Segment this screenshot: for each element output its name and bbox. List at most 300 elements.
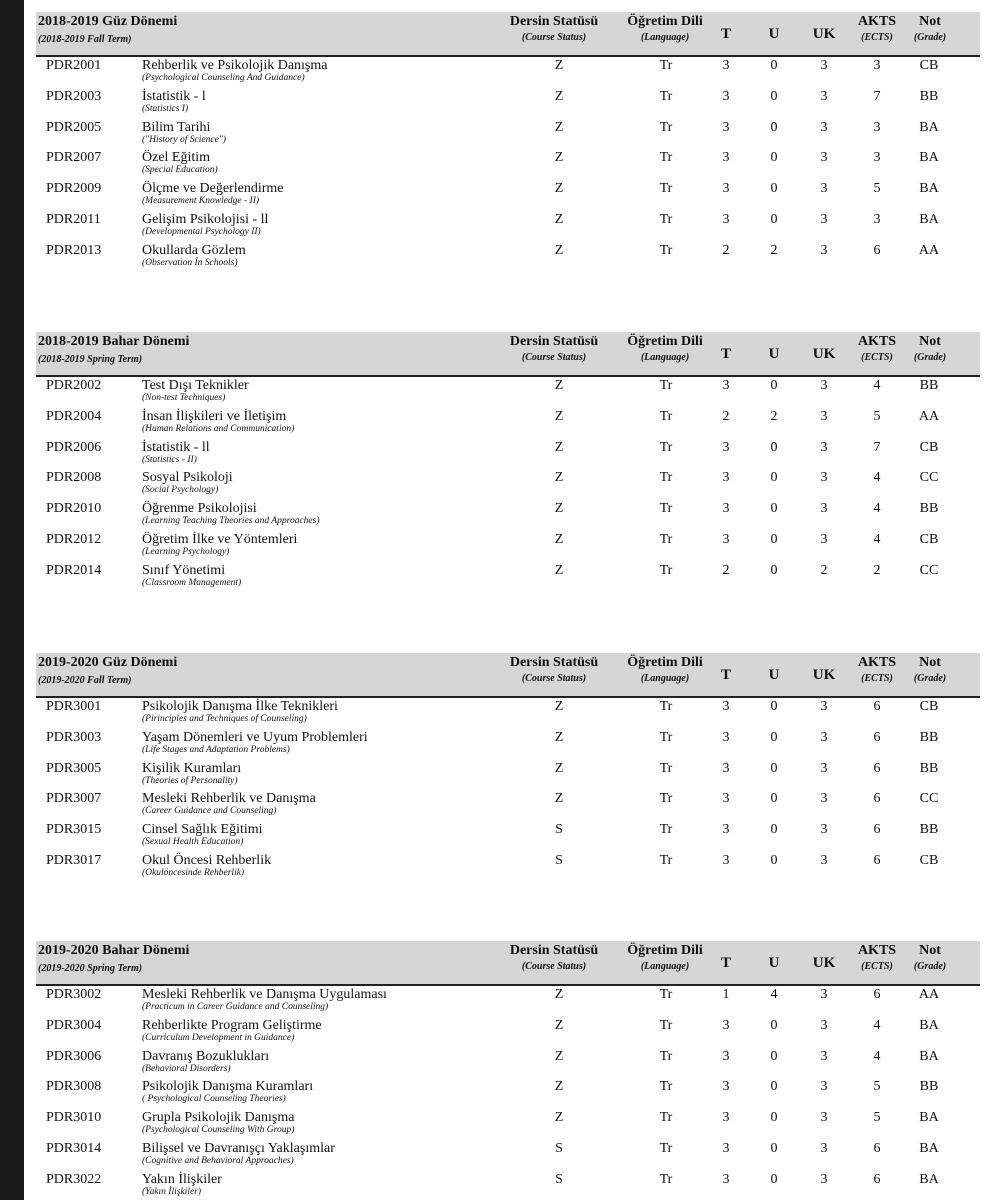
col-header-ects: AKTS (ECTS) xyxy=(857,334,897,363)
course-row xyxy=(36,790,980,821)
course-name xyxy=(142,212,268,237)
course-grade: BA xyxy=(919,181,939,197)
course-credits: 3 xyxy=(820,211,828,227)
course-practice-hours: 0 xyxy=(770,699,778,714)
term-section xyxy=(36,12,980,273)
course-ects: 6 xyxy=(873,699,881,714)
course-name-tr: Gelişim Psikolojisi - ll xyxy=(142,211,269,227)
col-header-t: T xyxy=(720,955,731,971)
course-grade: CC xyxy=(919,470,939,486)
course-grade: CB xyxy=(919,531,939,547)
course-row xyxy=(36,1048,980,1079)
course-practice-hours: 0 xyxy=(770,88,778,104)
course-practice-hours: 2 xyxy=(770,242,778,258)
course-name xyxy=(142,150,218,175)
course-code: PDR3006 xyxy=(46,1048,102,1064)
course-ects: 6 xyxy=(873,822,881,838)
course-code: PDR2011 xyxy=(46,211,101,227)
course-name-tr: Grupla Psikolojik Danışma xyxy=(142,1110,295,1126)
course-name-en: (Statistics I) xyxy=(142,103,189,114)
course-ects: 4 xyxy=(873,1017,881,1033)
course-practice-hours: 0 xyxy=(770,119,778,135)
course-language: Tr xyxy=(659,470,673,486)
course-code: PDR3007 xyxy=(46,791,102,807)
term-header xyxy=(36,332,980,377)
course-status: Z xyxy=(554,1017,564,1033)
course-practice-hours: 0 xyxy=(770,181,778,197)
course-name-tr: Bilişsel ve Davranışçı Yaklaşımlar xyxy=(142,1140,335,1156)
course-credits: 3 xyxy=(820,119,828,135)
course-name-tr: Psikolojik Danışma İlke Teknikleri xyxy=(142,699,338,714)
course-ects: 2 xyxy=(873,562,881,578)
course-grade: BA xyxy=(919,1017,939,1033)
course-name xyxy=(142,563,241,588)
course-name xyxy=(142,89,206,114)
course-practice-hours: 2 xyxy=(770,408,778,424)
course-name-en: (Behavioral Disorders) xyxy=(142,1063,231,1074)
col-header-grade: Not (Grade) xyxy=(913,334,947,363)
course-grade: BB xyxy=(919,378,939,393)
course-name-en: (Sexual Health Education) xyxy=(142,837,244,848)
course-grade: AA xyxy=(918,987,940,1002)
course-credits: 3 xyxy=(820,1110,828,1126)
course-name-tr: Okullarda Gözlem xyxy=(142,242,246,258)
course-grade: BB xyxy=(919,822,939,838)
course-practice-hours: 0 xyxy=(770,1048,778,1064)
course-credits: 3 xyxy=(820,150,828,166)
course-ects: 5 xyxy=(873,181,881,197)
course-grade: CB xyxy=(919,439,939,455)
course-language: Tr xyxy=(659,88,673,104)
course-name-en: (Statistics - II) xyxy=(142,454,197,465)
course-code: PDR3014 xyxy=(46,1140,102,1156)
course-language: Tr xyxy=(659,378,673,393)
course-credits: 3 xyxy=(820,987,828,1002)
course-status: Z xyxy=(554,987,564,1002)
course-language: Tr xyxy=(659,1140,673,1156)
course-practice-hours: 0 xyxy=(770,439,778,455)
course-name-en: (Psychological Counseling And Guidance) xyxy=(142,73,305,83)
course-credits: 3 xyxy=(820,470,828,486)
course-credits: 2 xyxy=(820,562,828,578)
course-theory-hours: 1 xyxy=(722,987,730,1002)
course-practice-hours: 0 xyxy=(770,852,778,868)
course-status: S xyxy=(555,822,563,838)
course-practice-hours: 0 xyxy=(770,760,778,776)
course-language: Tr xyxy=(659,408,673,424)
term-subtitle: (2018-2019 Fall Term) xyxy=(38,34,132,45)
course-name-tr: Rehberlikte Program Geliştirme xyxy=(142,1017,322,1033)
course-row xyxy=(36,1140,980,1171)
course-credits: 3 xyxy=(820,58,828,73)
course-row xyxy=(36,211,980,242)
course-row xyxy=(36,1109,980,1140)
course-language: Tr xyxy=(659,242,673,258)
term-header xyxy=(36,12,980,57)
course-code: PDR2001 xyxy=(46,58,102,73)
course-theory-hours: 3 xyxy=(722,470,730,486)
course-ects: 6 xyxy=(873,791,881,807)
course-row xyxy=(36,439,980,470)
course-theory-hours: 3 xyxy=(722,531,730,547)
col-header-grade: Not (Grade) xyxy=(913,14,947,43)
course-practice-hours: 0 xyxy=(770,470,778,486)
col-header-ects: AKTS (ECTS) xyxy=(857,655,897,684)
course-code: PDR2007 xyxy=(46,150,102,166)
course-ects: 6 xyxy=(873,852,881,868)
course-ects: 6 xyxy=(873,1140,881,1156)
course-theory-hours: 3 xyxy=(722,501,730,517)
col-header-status: Dersin Statüsü (Course Status) xyxy=(509,655,599,684)
course-theory-hours: 3 xyxy=(722,150,730,166)
course-status: Z xyxy=(554,729,564,745)
course-name-tr: Ölçme ve Değerlendirme xyxy=(142,181,284,197)
course-practice-hours: 0 xyxy=(770,501,778,517)
course-name-tr: İstatistik - l xyxy=(142,88,206,104)
course-code: PDR2009 xyxy=(46,181,102,197)
course-code: PDR2002 xyxy=(46,378,102,393)
course-name-en: (Observation İn Schools) xyxy=(142,257,238,268)
course-row xyxy=(36,242,980,273)
course-theory-hours: 3 xyxy=(722,211,730,227)
course-name xyxy=(142,501,320,526)
course-row xyxy=(36,500,980,531)
course-name-tr: Mesleki Rehberlik ve Danışma Uygulaması xyxy=(142,987,387,1002)
course-practice-hours: 0 xyxy=(770,211,778,227)
course-theory-hours: 3 xyxy=(722,760,730,776)
course-grade: CC xyxy=(919,562,939,578)
course-ects: 4 xyxy=(873,501,881,517)
course-credits: 3 xyxy=(820,181,828,197)
course-code: PDR2013 xyxy=(46,242,102,258)
course-grade: BA xyxy=(919,1171,939,1187)
course-name-tr: Yakın İlişkiler xyxy=(142,1171,222,1187)
course-grade: BA xyxy=(919,119,939,135)
course-ects: 5 xyxy=(873,408,881,424)
course-name-en: (Life Stages and Adaptation Problems) xyxy=(142,744,290,755)
course-name-tr: Psikolojik Danışma Kuramları xyxy=(142,1079,314,1095)
course-name-en: (Human Relations and Communication) xyxy=(142,423,295,434)
course-name xyxy=(142,853,271,878)
col-header-language: Öğretim Dili (Language) xyxy=(627,14,703,43)
course-theory-hours: 3 xyxy=(722,88,730,104)
course-ects: 7 xyxy=(873,439,881,455)
course-row xyxy=(36,180,980,211)
course-name-tr: Kişilik Kuramları xyxy=(142,760,242,776)
term-title: 2018-2019 Güz Dönemi xyxy=(38,14,178,29)
course-name-en: (Classroom Management) xyxy=(142,577,242,588)
course-name xyxy=(142,1049,269,1074)
course-name-en: (Theories of Personality) xyxy=(142,775,238,786)
term-section xyxy=(36,653,980,883)
course-name-en: (Cognitive and Behavioral Approaches) xyxy=(142,1155,294,1166)
course-name xyxy=(142,409,294,434)
course-practice-hours: 0 xyxy=(770,1171,778,1187)
term-section xyxy=(36,332,980,593)
course-language: Tr xyxy=(659,439,673,455)
col-header-grade: Not (Grade) xyxy=(913,655,947,684)
course-credits: 3 xyxy=(820,1048,828,1064)
col-header-uk: UK xyxy=(812,955,836,971)
course-status: Z xyxy=(554,501,564,517)
course-status: Z xyxy=(554,150,564,166)
course-name xyxy=(142,1110,294,1135)
course-status: Z xyxy=(554,58,564,73)
course-list xyxy=(36,377,980,593)
col-header-u: U xyxy=(768,667,780,683)
course-name-tr: Sınıf Yönetimi xyxy=(142,562,226,578)
col-header-status: Dersin Statüsü (Course Status) xyxy=(509,943,599,972)
term-header xyxy=(36,941,980,986)
course-name-tr: İstatistik - ll xyxy=(142,439,210,455)
course-theory-hours: 3 xyxy=(722,852,730,868)
course-theory-hours: 2 xyxy=(722,408,730,424)
course-practice-hours: 0 xyxy=(770,791,778,807)
course-ects: 3 xyxy=(873,58,881,73)
course-row xyxy=(36,821,980,852)
course-ects: 6 xyxy=(873,729,881,745)
course-status: Z xyxy=(554,699,564,714)
course-name xyxy=(142,699,338,724)
course-code: PDR3003 xyxy=(46,729,102,745)
course-code: PDR2014 xyxy=(46,562,102,578)
course-name xyxy=(142,1141,335,1166)
course-ects: 4 xyxy=(873,531,881,547)
col-header-language: Öğretim Dili (Language) xyxy=(627,334,703,363)
col-header-status: Dersin Statüsü (Course Status) xyxy=(509,334,599,363)
course-name xyxy=(142,532,297,557)
viewer-left-edge xyxy=(0,0,24,1200)
course-name xyxy=(142,822,263,847)
course-row xyxy=(36,408,980,439)
course-code: PDR3005 xyxy=(46,760,102,776)
course-grade: CB xyxy=(919,699,939,714)
course-name xyxy=(142,120,226,145)
col-header-language: Öğretim Dili (Language) xyxy=(627,655,703,684)
course-status: Z xyxy=(554,562,564,578)
course-credits: 3 xyxy=(820,88,828,104)
course-credits: 3 xyxy=(820,439,828,455)
course-credits: 3 xyxy=(820,408,828,424)
course-ects: 5 xyxy=(873,1110,881,1126)
course-name xyxy=(142,378,249,403)
course-grade: BA xyxy=(919,150,939,166)
course-name xyxy=(142,1172,222,1197)
course-theory-hours: 2 xyxy=(722,562,730,578)
course-grade: BB xyxy=(919,88,939,104)
course-name xyxy=(142,761,241,786)
course-row xyxy=(36,562,980,593)
course-language: Tr xyxy=(659,1017,673,1033)
course-name-en: (Practicum in Career Guidance and Counseling) xyxy=(142,1002,329,1012)
course-row xyxy=(36,149,980,180)
course-credits: 3 xyxy=(820,760,828,776)
course-code: PDR2005 xyxy=(46,119,102,135)
course-list xyxy=(36,698,980,883)
course-code: PDR3017 xyxy=(46,852,102,868)
course-grade: CC xyxy=(919,791,939,807)
course-name-en: ("History of Science") xyxy=(142,134,226,145)
course-ects: 6 xyxy=(873,242,881,258)
course-code: PDR2012 xyxy=(46,531,102,547)
course-name-tr: Test Dışı Teknikler xyxy=(142,378,249,393)
course-status: Z xyxy=(554,242,564,258)
course-credits: 3 xyxy=(820,729,828,745)
course-row xyxy=(36,1171,980,1202)
col-header-uk: UK xyxy=(812,346,836,362)
course-name-tr: Öğretim İlke ve Yöntemleri xyxy=(142,531,298,547)
course-name-tr: İnsan İlişkileri ve İletişim xyxy=(142,408,287,424)
course-theory-hours: 3 xyxy=(722,729,730,745)
course-name-en: (Special Education) xyxy=(142,165,218,176)
course-status: Z xyxy=(554,88,564,104)
term-section xyxy=(36,941,980,1202)
course-name-en: (Measurement Knowledge - II) xyxy=(142,196,260,207)
course-language: Tr xyxy=(659,211,673,227)
course-code: PDR3004 xyxy=(46,1017,102,1033)
course-name xyxy=(142,1018,322,1043)
course-grade: BB xyxy=(919,760,939,776)
course-language: Tr xyxy=(659,501,673,517)
course-language: Tr xyxy=(659,822,673,838)
col-header-language: Öğretim Dili (Language) xyxy=(627,943,703,972)
course-row xyxy=(36,986,980,1017)
course-credits: 3 xyxy=(820,1079,828,1095)
course-credits: 3 xyxy=(820,531,828,547)
course-theory-hours: 3 xyxy=(722,699,730,714)
course-credits: 3 xyxy=(820,791,828,807)
course-status: Z xyxy=(554,1110,564,1126)
course-credits: 3 xyxy=(820,378,828,393)
course-name-en: (Psychological Counseling With Group) xyxy=(142,1125,295,1136)
course-name-tr: Öğrenme Psikolojisi xyxy=(142,501,257,517)
course-language: Tr xyxy=(659,531,673,547)
course-credits: 3 xyxy=(820,1140,828,1156)
course-row xyxy=(36,852,980,883)
course-name xyxy=(142,791,316,816)
course-grade: AA xyxy=(918,242,940,258)
course-practice-hours: 4 xyxy=(770,987,778,1002)
course-grade: BB xyxy=(919,501,939,517)
course-status: Z xyxy=(554,531,564,547)
course-code: PDR3002 xyxy=(46,987,102,1002)
course-practice-hours: 0 xyxy=(770,1110,778,1126)
course-status: Z xyxy=(554,470,564,486)
course-practice-hours: 0 xyxy=(770,729,778,745)
term-subtitle: (2019-2020 Fall Term) xyxy=(38,675,132,686)
term-title: 2018-2019 Bahar Dönemi xyxy=(38,334,190,349)
course-theory-hours: 3 xyxy=(722,822,730,838)
term-title: 2019-2020 Güz Dönemi xyxy=(38,655,178,670)
course-language: Tr xyxy=(659,1079,673,1095)
course-name-tr: Bilim Tarihi xyxy=(142,119,211,135)
course-code: PDR3001 xyxy=(46,699,102,714)
course-name-en: (Career Guidance and Counseling) xyxy=(142,806,277,817)
col-header-ects: AKTS (ECTS) xyxy=(857,943,897,972)
col-header-uk: UK xyxy=(812,26,836,42)
course-name-tr: Sosyal Psikoloji xyxy=(142,470,233,486)
course-practice-hours: 0 xyxy=(770,1140,778,1156)
course-name xyxy=(142,470,233,495)
term-header xyxy=(36,653,980,698)
course-practice-hours: 0 xyxy=(770,822,778,838)
course-row xyxy=(36,119,980,150)
course-ects: 7 xyxy=(873,88,881,104)
course-name-tr: Mesleki Rehberlik ve Danışma xyxy=(142,791,316,807)
course-credits: 3 xyxy=(820,1171,828,1187)
course-language: Tr xyxy=(659,1110,673,1126)
course-theory-hours: 2 xyxy=(722,242,730,258)
course-grade: BA xyxy=(919,211,939,227)
course-ects: 3 xyxy=(873,211,881,227)
course-ects: 6 xyxy=(873,987,881,1002)
course-ects: 5 xyxy=(873,1079,881,1095)
course-row xyxy=(36,469,980,500)
course-code: PDR2008 xyxy=(46,470,102,486)
course-name-tr: Yaşam Dönemleri ve Uyum Problemleri xyxy=(142,729,368,745)
course-name-tr: Cinsel Sağlık Eğitimi xyxy=(142,822,263,838)
course-name-en: (Curriculum Development in Guidance) xyxy=(142,1032,295,1043)
course-ects: 6 xyxy=(873,760,881,776)
course-language: Tr xyxy=(659,729,673,745)
course-grade: CB xyxy=(919,852,939,868)
course-language: Tr xyxy=(659,760,673,776)
term-title: 2019-2020 Bahar Dönemi xyxy=(38,943,190,958)
col-header-grade: Not (Grade) xyxy=(913,943,947,972)
course-theory-hours: 3 xyxy=(722,1171,730,1187)
course-name-en: (Okulöncesinde Rehberlik) xyxy=(142,867,245,878)
course-row xyxy=(36,729,980,760)
col-header-t: T xyxy=(720,26,731,42)
course-theory-hours: 3 xyxy=(722,378,730,393)
course-language: Tr xyxy=(659,181,673,197)
course-status: Z xyxy=(554,408,564,424)
course-name xyxy=(142,440,210,465)
course-language: Tr xyxy=(659,119,673,135)
course-grade: BA xyxy=(919,1110,939,1126)
course-status: Z xyxy=(554,1079,564,1095)
course-language: Tr xyxy=(659,852,673,868)
course-status: Z xyxy=(554,791,564,807)
course-code: PDR2003 xyxy=(46,88,102,104)
course-practice-hours: 0 xyxy=(770,1079,778,1095)
course-theory-hours: 3 xyxy=(722,1079,730,1095)
course-row xyxy=(36,88,980,119)
course-name xyxy=(142,1079,313,1104)
course-theory-hours: 3 xyxy=(722,1140,730,1156)
course-code: PDR3015 xyxy=(46,822,102,838)
course-grade: BB xyxy=(919,729,939,745)
course-practice-hours: 0 xyxy=(770,531,778,547)
course-code: PDR2004 xyxy=(46,408,102,424)
course-code: PDR2010 xyxy=(46,501,102,517)
course-language: Tr xyxy=(659,791,673,807)
course-language: Tr xyxy=(659,1048,673,1064)
course-theory-hours: 3 xyxy=(722,181,730,197)
course-row xyxy=(36,57,980,88)
col-header-uk: UK xyxy=(812,667,836,683)
course-theory-hours: 3 xyxy=(722,1048,730,1064)
course-credits: 3 xyxy=(820,242,828,258)
course-status: S xyxy=(555,852,563,868)
course-theory-hours: 3 xyxy=(722,791,730,807)
course-practice-hours: 0 xyxy=(770,1017,778,1033)
course-grade: BA xyxy=(919,1140,939,1156)
col-header-u: U xyxy=(768,346,780,362)
course-code: PDR3008 xyxy=(46,1079,102,1095)
term-subtitle: (2019-2020 Spring Term) xyxy=(38,963,143,974)
course-status: Z xyxy=(554,439,564,455)
